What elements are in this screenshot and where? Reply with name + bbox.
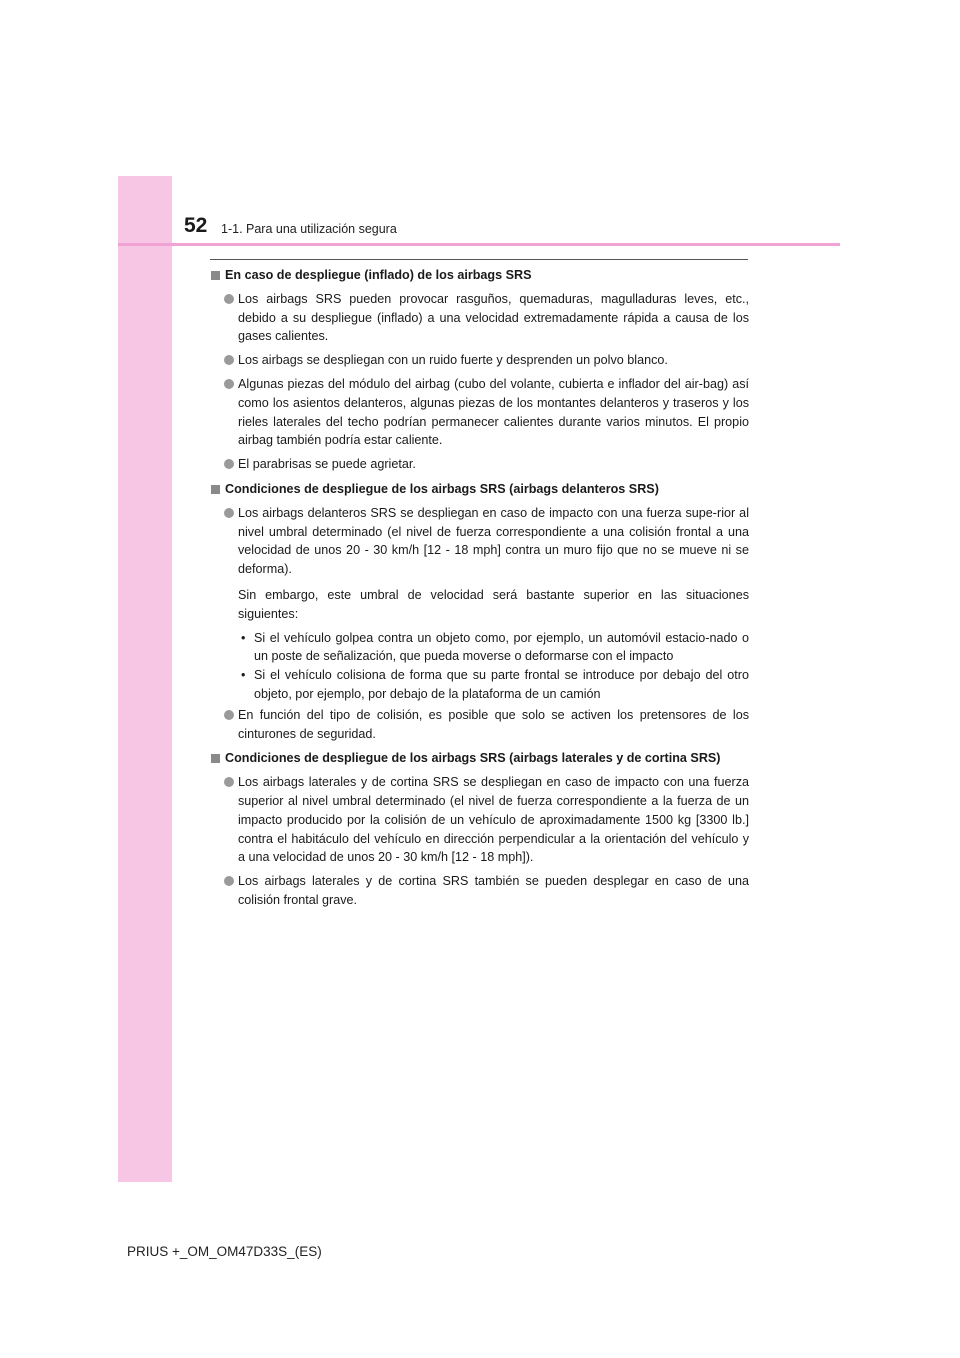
circle-bullet-icon xyxy=(224,710,234,720)
list-item: Los airbags delanteros SRS se despliegan en caso de impacto con una fuerza supe-rior al nivel umbral determinado (el nivel de fuerza correspondiente a una colisión frontal a una velocidad de unos 20 - 30 km/h [12 - 18 mph] contra un muro fijo que no se mueve ni se deforma). xyxy=(210,504,749,579)
square-bullet-icon xyxy=(211,754,220,763)
paragraph: Sin embargo, este umbral de velocidad será bastante superior en las situaciones siguientes: xyxy=(238,587,749,621)
page-number: 52 xyxy=(184,214,208,237)
list-item: Los airbags laterales y de cortina SRS se despliegan en caso de impacto con una fuerza superior al nivel umbral determinado (el nivel de fuerza correspondiente a la fuerza de un impacto producido por la colisión de un vehículo de aproximadamente 1500 kg [3300 lb.] contra el habitáculo del vehículo en dirección perpendicular a la orientación del vehículo y a una velocidad de unos 20 - 30 km/h [12 - 18 mph]). xyxy=(210,773,749,867)
circle-bullet-icon xyxy=(224,508,234,518)
circle-bullet-icon xyxy=(224,355,234,365)
running-header: 1-1. Para una utilización segura xyxy=(221,222,397,236)
sub-list-item: • Si el vehículo colisiona de forma que su parte frontal se introduce por debajo del otro objeto, por ejemplo, por debajo de la plataforma de un camión xyxy=(241,668,749,701)
list-item: Los airbags se despliegan con un ruido fuerte y desprenden un polvo blanco. xyxy=(210,351,749,370)
circle-bullet-icon xyxy=(224,459,234,469)
section-front-airbag-conditions xyxy=(210,480,749,743)
section-heading: Condiciones de despliegue de los airbags SRS (airbags laterales y de cortina SRS) xyxy=(210,749,749,768)
footer-document-id: PRIUS +_OM_OM47D33S_(ES) xyxy=(127,1244,322,1259)
list-item: Algunas piezas del módulo del airbag (cubo del volante, cubierta e inflador del air-bag) así como los asientos delanteros, algunas piezas de los montantes delanteros y traseros y los rieles laterales del techo podrían permanecer calientes durante varios minutos. El propio airbag también podría estar caliente. xyxy=(210,375,749,450)
list-item: En función del tipo de colisión, es posible que solo se activen los pretensores de los cinturones de seguridad. xyxy=(210,706,749,744)
section-heading: Condiciones de despliegue de los airbags SRS (airbags delanteros SRS) xyxy=(210,480,749,499)
list-item: Los airbags laterales y de cortina SRS también se pueden desplegar en caso de una colisión frontal grave. xyxy=(210,872,749,910)
list-item: Los airbags SRS pueden provocar rasguños, quemaduras, magulladuras leves, etc., debido a su despliegue (inflado) a una velocidad extremadamente rápida a causa de los gases calientes. xyxy=(210,290,749,346)
section-deployment-effects xyxy=(210,266,749,474)
page-content xyxy=(210,266,749,910)
middle-dot-icon: • xyxy=(241,630,246,645)
header-rule xyxy=(118,243,840,246)
middle-dot-icon: • xyxy=(241,668,246,683)
section-side-curtain-airbag-conditions xyxy=(210,749,749,909)
circle-bullet-icon xyxy=(224,876,234,886)
list-item: El parabrisas se puede agrietar. xyxy=(210,455,749,474)
circle-bullet-icon xyxy=(224,777,234,787)
circle-bullet-icon xyxy=(224,294,234,304)
section-heading: En caso de despliegue (inflado) de los airbags SRS xyxy=(210,266,749,285)
side-tab-band xyxy=(118,176,172,1182)
circle-bullet-icon xyxy=(224,379,234,389)
square-bullet-icon xyxy=(211,271,220,280)
content-top-rule xyxy=(210,259,748,260)
square-bullet-icon xyxy=(211,485,220,494)
sub-list-item: • Si el vehículo golpea contra un objeto como, por ejemplo, un automóvil estacio-nado o un poste de señalización, que pueda moverse o deformarse con el impacto xyxy=(241,630,749,664)
